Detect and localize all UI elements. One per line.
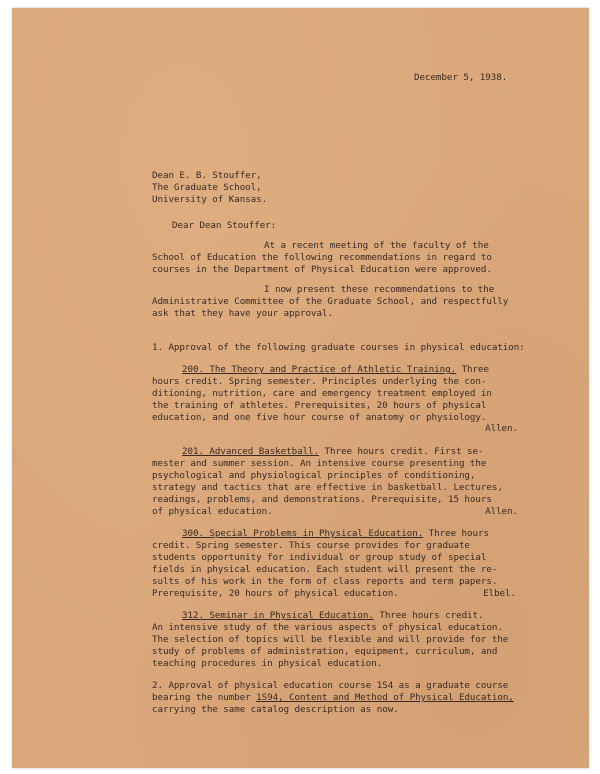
course-312-line-2: An intensive study of the various aspects of physical education. xyxy=(152,622,503,633)
course-300-line-2: credit. Spring semester. This course provides for graduate xyxy=(152,540,470,551)
course-201-line-3: psychological and physiological principles of conditioning, xyxy=(152,470,476,481)
item-1-heading: 1. Approval of the following graduate courses in physical education: xyxy=(152,342,525,353)
course-300-line-6: Prerequisite, 20 hours of physical education. xyxy=(152,588,399,599)
present-line-1: I now present these recommendations to the xyxy=(264,284,495,295)
course-201-title: 201. Advanced Basketball. xyxy=(182,446,320,457)
course-300-instructor: Elbel. xyxy=(483,588,516,599)
course-312-line-5: teaching procedures in physical education. xyxy=(152,658,383,669)
course-200-line-5: education, and one five hour course of anatomy or physiology. xyxy=(152,412,487,423)
course-201-line-6: of physical education. xyxy=(152,506,273,517)
course-312-title: 312. Seminar in Physical Education. xyxy=(182,610,374,621)
course-200-line-2: hours credit. Spring semester. Principles underlying the con- xyxy=(152,376,487,387)
course-312-title-line xyxy=(182,610,484,622)
course-300-line-5: sults of his work in the form of class reports and term papers. xyxy=(152,576,498,587)
address-line-2: The Graduate School, xyxy=(152,182,262,193)
course-200-line-4: the training of athletes. Prerequisites, 20 hours of physical xyxy=(152,400,487,411)
course-201-title-rest: Three hours credit. First se- xyxy=(324,446,484,457)
course-300-line-3: students opportunity for individual or group study of special xyxy=(152,552,487,563)
item-2-line-1: 2. Approval of physical education course 1S4 as a graduate course xyxy=(152,680,509,691)
course-201-line-5: readings, problems, and demonstrations. Prerequisite, 15 hours xyxy=(152,494,492,505)
course-300-title: 300. Special Problems in Physical Education. xyxy=(182,528,424,539)
course-200-title: 200. The Theory and Practice of Athletic Training. xyxy=(182,364,457,375)
course-200-title-rest: Three xyxy=(461,364,489,375)
course-201-line-2: mester and summer session. An intensive course presenting the xyxy=(152,458,487,469)
course-300-title-rest: Three hours xyxy=(428,528,489,539)
course-201-instructor: Allen. xyxy=(485,506,518,517)
address-line-3: University of Kansas. xyxy=(152,194,268,205)
salutation: Dear Dean Stouffer: xyxy=(172,220,277,231)
course-312-title-rest: Three hours credit. xyxy=(379,610,484,621)
present-line-2: Administrative Committee of the Graduate School, and respectfully xyxy=(152,296,509,307)
intro-line-3: courses in the Department of Physical Education were approved. xyxy=(152,264,492,275)
intro-line-1: At a recent meeting of the faculty of the xyxy=(264,240,489,251)
item-2-line-2-prefix: bearing the number xyxy=(152,692,257,703)
intro-line-2: School of Education the following recommendations in regard to xyxy=(152,252,492,263)
address-line-1: Dean E. B. Stouffer, xyxy=(152,170,262,181)
course-201-line-4: strategy and tactics that are effective in basketball. Lectures, xyxy=(152,482,503,493)
course-300-line-4: fields in physical education. Each student will present the re- xyxy=(152,564,498,575)
present-line-3: ask that they have your approval. xyxy=(152,308,333,319)
item-2-line-2 xyxy=(152,692,514,704)
course-300-title-line xyxy=(182,528,489,540)
item-2-course-number: 1S94, Content and Method of Physical Education, xyxy=(256,692,514,703)
course-312-line-4: study of problems of administration, equipment, curriculum, and xyxy=(152,646,498,657)
course-200-line-3: ditioning, nutrition, care and emergency treatment employed in xyxy=(152,388,492,399)
course-201-title-line xyxy=(182,446,484,458)
course-200-instructor: Allen. xyxy=(485,423,518,434)
course-312-line-3: The selection of topics will be flexible and will provide for the xyxy=(152,634,509,645)
letter-date: December 5, 1938. xyxy=(414,72,508,83)
item-2-line-3: carrying the same catalog description as now. xyxy=(152,704,399,715)
course-200-title-line xyxy=(182,364,489,376)
